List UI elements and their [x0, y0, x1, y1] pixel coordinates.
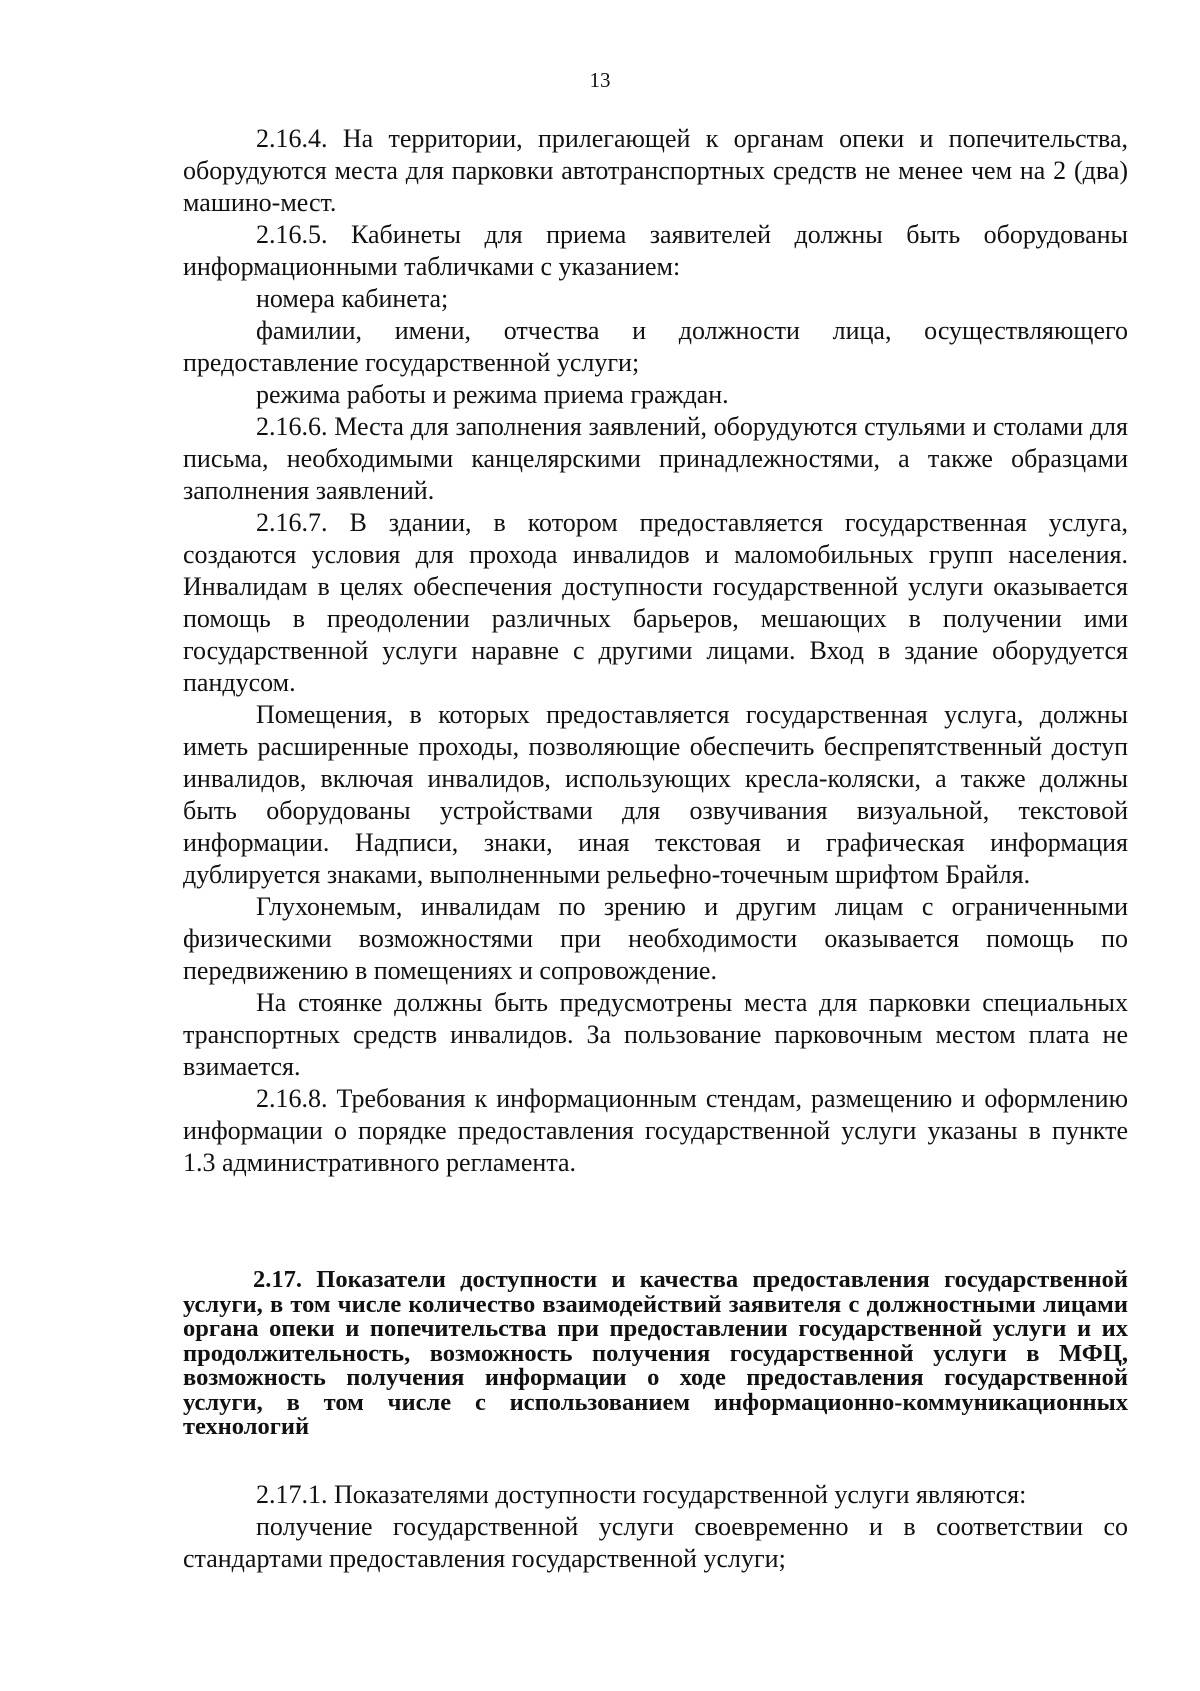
paragraph-premises: Помещения, в которых предоставляется государственная услуга, должны иметь расширенные проходы, позволяющие обеспечить беспрепятственный доступ инвалидов, включая инвалидов, использующих кресла-коляски, а также должны быть оборудованы устройствами для озвучивания визуальной, текстовой информации. Надписи, знаки, иная текстовая и графическая информация дублируется знаками, выполненными рельефно-точечным шрифтом Брайля. — [183, 700, 1128, 889]
section-2-17-text — [183, 1479, 1128, 1575]
paragraph-timely-service: получение государственной услуги своевременно и в соответствии со стандартами предоставления государственной услуги; — [183, 1512, 1128, 1573]
paragraph-cabinet-number: номера кабинета; — [256, 284, 449, 313]
paragraph-official-name: фамилии, имени, отчества и должности лица, осуществляющего предоставление государственной услуги; — [183, 316, 1128, 377]
paragraph-2-16-5: 2.16.5. Кабинеты для приема заявителей должны быть оборудованы информационными табличками с указанием: — [183, 220, 1128, 281]
paragraph-working-hours: режима работы и режима приема граждан. — [256, 380, 729, 409]
section-heading-2-17: 2.17. Показатели доступности и качества предоставления государственной услуги, в том числе количество взаимодействий заявителя с должностными лицами органа опеки и попечительства при предоставлении государственной услуги и их продолжительность, возможность получения государственной услуги в МФЦ, возможность получения информации о ходе предоставления государственной услуги, в том числе с использованием информационно-коммуникационных технологий — [183, 1266, 1128, 1440]
body-text — [183, 123, 1128, 1179]
paragraph-2-16-6: 2.16.6. Места для заполнения заявлений, оборудуются стульями и столами для письма, необходимыми канцелярскими принадлежностями, а также образцами заполнения заявлений. — [183, 412, 1128, 505]
paragraph-2-16-7: 2.16.7. В здании, в котором предоставляется государственная услуга, создаются условия для прохода инвалидов и маломобильных групп населения. Инвалидам в целях обеспечения доступности государственной услуги оказывается помощь в преодолении различных барьеров, мешающих в получении ими государственной услуги наравне с другими лицами. Вход в здание оборудуется пандусом. — [183, 508, 1128, 697]
paragraph-2-16-8: 2.16.8. Требования к информационным стендам, размещению и оформлению информации о порядке предоставления государственной услуги указаны в пункте 1.3 административного регламента. — [183, 1084, 1128, 1177]
paragraph-2-17-1: 2.17.1. Показателями доступности государственной услуги являются: — [256, 1480, 1027, 1509]
page-number: 13 — [589, 68, 611, 92]
paragraph-2-16-4: 2.16.4. На территории, прилегающей к органам опеки и попечительства, оборудуются места для парковки автотранспортных средств не менее чем на 2 (два) машино-мест. — [183, 124, 1128, 217]
paragraph-parking: На стоянке должны быть предусмотрены места для парковки специальных транспортных средств инвалидов. За пользование парковочным местом плата не взимается. — [183, 988, 1128, 1081]
paragraph-deaf-assistance: Глухонемым, инвалидам по зрению и другим лицам с ограниченными физическими возможностями при необходимости оказывается помощь по передвижению в помещениях и сопровождение. — [183, 892, 1128, 985]
